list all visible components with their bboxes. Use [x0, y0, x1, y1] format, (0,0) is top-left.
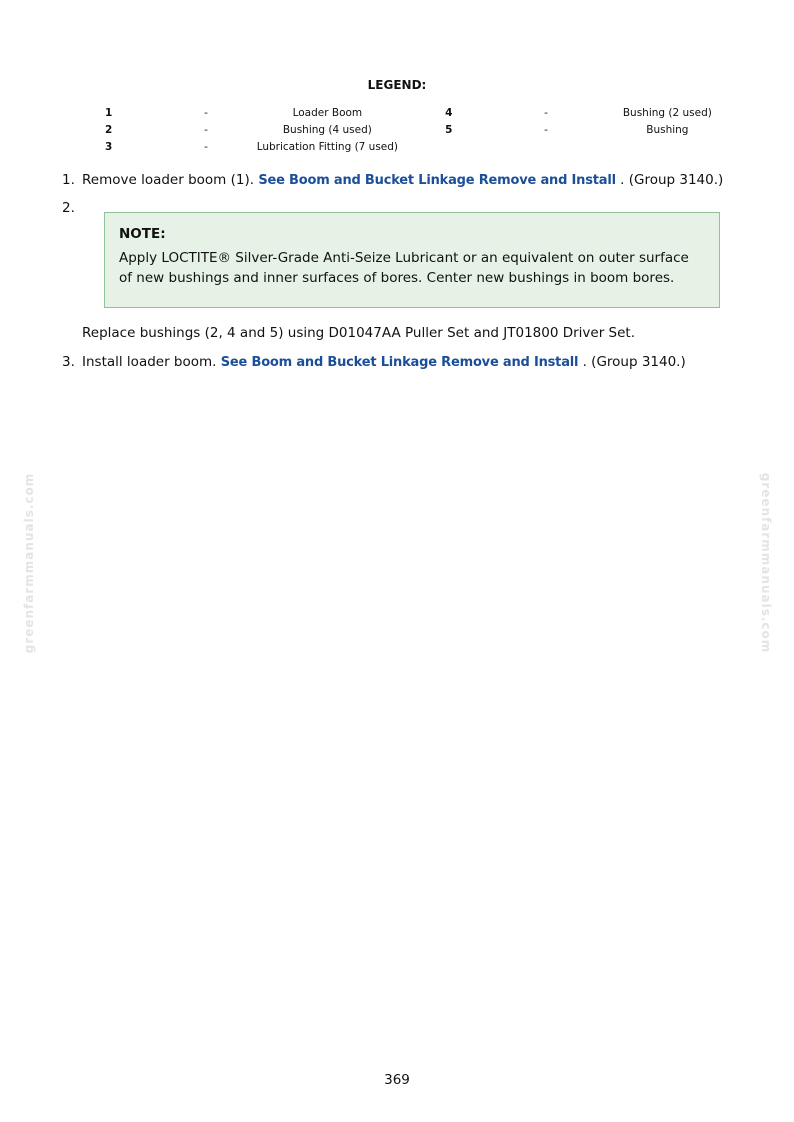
- legend-description: Bushing (4 used): [282, 124, 372, 136]
- legend-dash: [497, 139, 594, 156]
- step-number: 3.: [62, 354, 75, 370]
- step-3: [62, 352, 686, 373]
- note-text: Apply LOCTITE® Silver-Grade Anti-Seize Lubricant or an equivalent on outer surface of new bushings and inner surfaces of bores. Center new bushings in boom bores.: [119, 250, 689, 286]
- note-box: [104, 212, 720, 308]
- boom-linkage-link[interactable]: See Boom and Bucket Linkage Remove and Install: [258, 173, 616, 188]
- note-title: NOTE:: [119, 226, 166, 242]
- legend-dash: -: [204, 124, 208, 136]
- legend-title: LEGEND:: [367, 78, 427, 92]
- legend-description: Bushing: [646, 124, 689, 136]
- step-text: Remove loader boom (1).: [82, 172, 259, 188]
- legend-row: [60, 122, 740, 139]
- legend-row: [60, 139, 740, 156]
- legend-dash: -: [204, 107, 208, 119]
- step-2: [62, 198, 82, 218]
- legend-description: Loader Boom: [292, 107, 363, 119]
- watermark-left: greenfarmmanuals.com: [22, 472, 36, 654]
- legend-number: 3: [105, 141, 113, 153]
- legend-dash: -: [204, 141, 208, 153]
- legend-dash: -: [544, 107, 548, 119]
- legend-number: 4: [445, 107, 453, 119]
- page-number: 369: [384, 1072, 410, 1088]
- step-text-suffix: . (Group 3140.): [578, 354, 686, 370]
- legend-number: 5: [445, 124, 453, 136]
- step-number: 2.: [62, 200, 75, 216]
- legend-number: 2: [105, 124, 113, 136]
- legend-number: 1: [105, 107, 113, 119]
- step-text: Install loader boom.: [82, 354, 221, 370]
- legend-dash: -: [544, 124, 548, 136]
- legend-table: [60, 105, 740, 156]
- step-1: [62, 170, 723, 191]
- legend-number: [400, 139, 497, 156]
- step-text-suffix: . (Group 3140.): [615, 172, 724, 188]
- legend-description: Bushing (2 used): [622, 107, 712, 119]
- legend-description: Lubrication Fitting (7 used): [256, 141, 399, 153]
- legend-row: [60, 105, 740, 122]
- watermark-right: greenfarmmanuals.com: [759, 472, 773, 654]
- step-number: 1.: [62, 172, 75, 188]
- legend-description: [595, 139, 740, 156]
- boom-linkage-link[interactable]: See Boom and Bucket Linkage Remove and Install: [220, 355, 579, 370]
- step-2-text: Replace bushings (2, 4 and 5) using D01047AA Puller Set and JT01800 Driver Set.: [82, 325, 636, 341]
